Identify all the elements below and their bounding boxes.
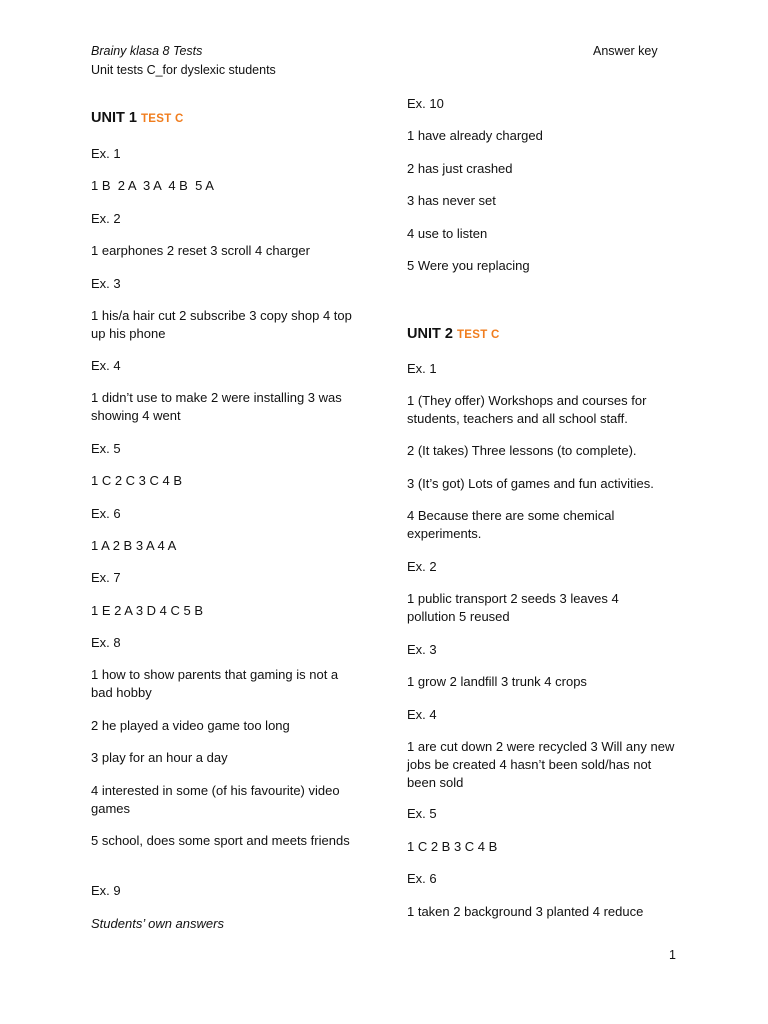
exercise-answer: 1 taken 2 background 3 planted 4 reduce (407, 904, 644, 919)
unit2-title: UNIT 2 (407, 326, 453, 342)
document-header (91, 42, 276, 80)
exercise-label: Ex. 3 (407, 642, 437, 657)
exercise-answer: 1 his/a hair cut 2 subscribe 3 copy shop 4 top up his phone (91, 308, 352, 341)
exercise-answer: 1 public transport 2 seeds 3 leaves 4 pollution 5 reused (407, 591, 619, 624)
exercise-answer: 2 (It takes) Three lessons (to complete). (407, 443, 637, 458)
book-title: Brainy klasa 8 Tests (91, 44, 203, 58)
exercise-answer: 4 use to listen (407, 226, 488, 241)
exercise-answer: 2 he played a video game too long (91, 718, 290, 733)
unit1-title: UNIT 1 (91, 110, 137, 126)
exercise-answer: 1 C 2 C 3 C 4 B (91, 473, 183, 488)
exercise-label: Ex. 8 (91, 635, 121, 650)
exercise-label: Ex. 1 (91, 146, 121, 161)
exercise-answer: 3 (It’s got) Lots of games and fun activities. (407, 476, 654, 491)
exercise-label: Ex. 9 (91, 883, 121, 898)
exercise-answer: 4 Because there are some chemical experiments. (407, 508, 615, 541)
exercise-label: Ex. 5 (91, 441, 121, 456)
exercise-answer: Students’ own answers (91, 916, 224, 931)
exercise-answer: 1 how to show parents that gaming is not a bad hobby (91, 667, 339, 700)
exercise-answer: 3 has never set (407, 193, 496, 208)
exercise-answer: 4 interested in some (of his favourite) video games (91, 783, 340, 816)
exercise-answer: 1 grow 2 landfill 3 trunk 4 crops (407, 674, 587, 689)
exercise-answer: 1 didn’t use to make 2 were installing 3 was showing 4 went (91, 390, 342, 423)
exercise-answer: 1 E 2 A 3 D 4 C 5 B (91, 603, 204, 618)
exercise-label: Ex. 1 (407, 361, 437, 376)
exercise-label: Ex. 6 (407, 871, 437, 886)
exercise-label: Ex. 7 (91, 570, 121, 585)
unit2-test-label: TEST C (456, 329, 500, 341)
exercise-label: Ex. 4 (407, 707, 437, 722)
document-subtitle: Unit tests C_for dyslexic students (91, 63, 276, 77)
exercise-answer: 5 Were you replacing (407, 258, 530, 273)
exercise-label: Ex. 5 (407, 806, 437, 821)
exercise-answer: 1 (They offer) Workshops and courses for students, teachers and all school staff. (407, 393, 647, 426)
unit1-test-label: TEST C (140, 113, 184, 125)
exercise-answer: 2 has just crashed (407, 161, 513, 176)
exercise-label: Ex. 2 (91, 211, 121, 226)
exercise-answer: 1 have already charged (407, 128, 543, 143)
exercise-answer: 1 B 2 A 3 A 4 B 5 A (91, 178, 214, 193)
exercise-answer: 1 C 2 B 3 C 4 B (407, 839, 498, 854)
unit2-heading (407, 326, 500, 342)
exercise-label: Ex. 3 (91, 276, 121, 291)
exercise-answer: 1 A 2 B 3 A 4 A (91, 538, 177, 553)
exercise-answer: 3 play for an hour a day (91, 750, 228, 765)
exercise-answer: 5 school, does some sport and meets friends (91, 833, 350, 848)
exercise-label: Ex. 6 (91, 506, 121, 521)
page-number: 1 (669, 948, 676, 962)
unit1-heading (91, 110, 184, 126)
exercise-label: Ex. 10 (407, 96, 444, 111)
exercise-label: Ex. 4 (91, 358, 121, 373)
exercise-answer: 1 are cut down 2 were recycled 3 Will any new jobs be created 4 hasn’t been sold/has not been sold (407, 739, 675, 790)
exercise-label: Ex. 2 (407, 559, 437, 574)
exercise-answer: 1 earphones 2 reset 3 scroll 4 charger (91, 243, 310, 258)
answer-key-label: Answer key (593, 44, 658, 58)
